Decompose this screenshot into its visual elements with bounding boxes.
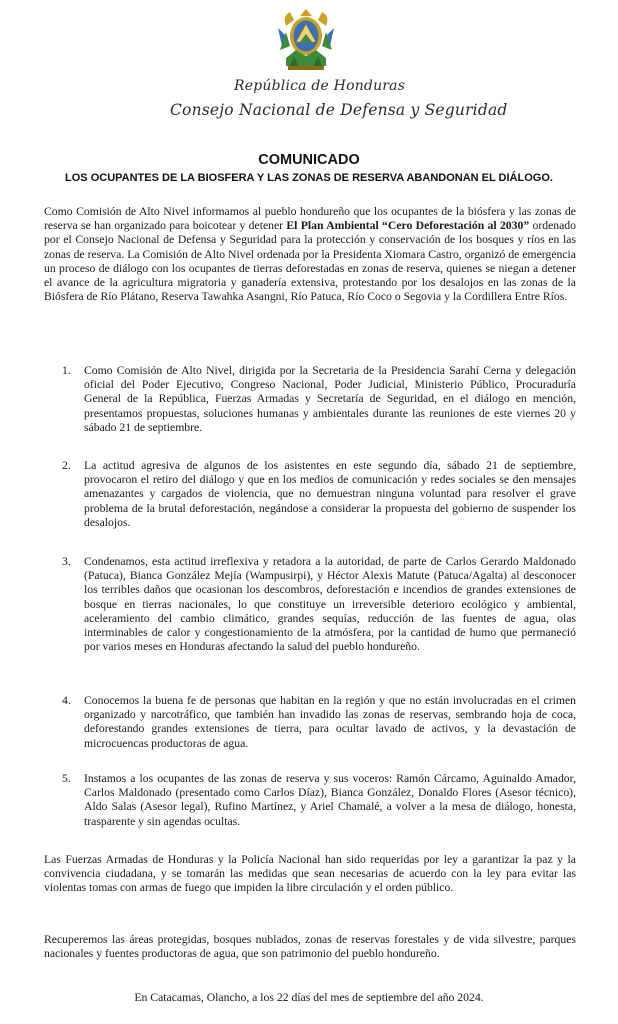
list-item	[62, 364, 576, 435]
header-council: Consejo Nacional de Defensa y Seguridad	[170, 101, 508, 119]
list-item-text: Conocemos la buena fe de personas que habitan en la región y que no están involucradas en el crimen organizado y narcotráfico, que también han invadido las zonas de reservas, sembrando hoja de coca, deforestando grandes extensiones de tierra, para ocultar lavado de activos, y la devastación de microcuencas productoras de agua.	[84, 694, 576, 750]
list-item-text: Como Comisión de Alto Nivel, dirigida por la Secretaria de la Presidencia Sarahí Cerna y delegación oficial del Poder Ejecutivo, Congreso Nacional, Poder Judicial, Ministerio Público, Procuraduría General de la República, Fuerzas Armadas y Secretaría de Seguridad, en el diálogo en mención, presentamos propuestas, soluciones humanas y ambientales durante las reuniones de este viernes 20 y sábado 21 de septiembre.	[84, 364, 576, 434]
intro-text-part2: ordenado por el Consejo Nacional de Defensa y Seguridad para la protección y conservación de los bosques y ríos en las zonas de reserva. La Comisión de Alto Nivel ordenada por la Presidenta Xiomara Castro, organizó de emergencia un proceso de diálogo con los ocupantes de tierras deforestadas en zonas de reserva, quienes se niegan a detener el avance de la agricultura migratoria y ganadería extensiva, protestando por los desalojos en las zonas de la Biósfera de Río Plátano, Reserva Tawahka Asangni, Río Patuca, Río Coco o Segovia y la Cordillera Entre Ríos.	[44, 219, 576, 304]
list-item-text: Instamos a los ocupantes de las zonas de reserva y sus voceros: Ramón Cárcamo, Aguinaldo Amador, Carlos Maldonado (presentado como Carlos Díaz), Bianca González, Donaldo Flores (Asesor técnico), Aldo Salas (Asesor legal), Rufino Martínez, y Ariel Chamalé, a volver a la mesa de diálogo, honesta, trasparente y sin agendas ocultas.	[84, 772, 576, 828]
numbered-list-item-4	[62, 694, 576, 751]
list-item-number: 3.	[62, 555, 71, 568]
recover-areas-paragraph: Recuperemos las áreas protegidas, bosques nublados, zonas de reservas forestales y de vida silvestre, parques nacionales y fuentes productoras de agua, que son patrimonio del pueblo hondureño.	[44, 933, 576, 961]
list-item	[62, 555, 576, 654]
intro-text-part1: Como Comisión de Alto Nivel informamos al pueblo hondureño que los ocupantes de la biósfera y las zonas de reserva se han organizado para boicotear y detener	[44, 205, 576, 233]
intro-paragraph	[44, 205, 576, 304]
list-item	[62, 772, 576, 829]
list-item-number: 1.	[62, 364, 71, 377]
numbered-list-item-2	[62, 459, 576, 530]
numbered-list-item-3	[62, 555, 576, 654]
numbered-list-item-5	[62, 772, 576, 829]
list-item-text: La actitud agresiva de algunos de los asistentes en este segundo día, sábado 21 de septiembre, provocaron el retiro del diálogo y que en los medios de comunicación y redes sociales se den mensajes amenazantes y cargados de violencia, que no demuestran ninguna voluntad para resolver el grave problema de la brutal deforestación, negándose a considerar la propuesta del gobierno de suspender los desalojos.	[84, 459, 576, 529]
intro-bold-plan: El Plan Ambiental “Cero Deforestación al 2030”	[286, 219, 530, 233]
list-item	[62, 694, 576, 751]
list-item-number: 4.	[62, 694, 71, 707]
closing-place-date: En Catacamas, Olancho, a los 22 días del mes de septiembre del año 2024.	[134, 991, 484, 1004]
document-title: COMUNICADO	[258, 152, 360, 168]
list-item	[62, 459, 576, 530]
list-item-number: 2.	[62, 459, 71, 472]
document-subtitle: LOS OCUPANTES DE LA BIOSFERA Y LAS ZONAS DE RESERVA ABANDONAN EL DIÁLOGO.	[65, 172, 553, 184]
header-country: República de Honduras	[234, 78, 406, 94]
list-item-number: 5.	[62, 772, 71, 785]
numbered-list-item-1	[62, 364, 576, 435]
list-item-text: Condenamos, esta actitud irreflexiva y retadora a la autoridad, de parte de Carlos Gerardo Maldonado (Patuca), Bianca González Mejía (Wampusirpi), y Héctor Alexis Matute (Patuca/Agalta) al desconocer los terribles daños que ocasionan los descombros, deforestación e incendios de grandes extensiones de bosque en tierras nacionales, lo que constituye un irreversible deterioro ecológico y ambiental, aceleramiento del cambio climático, grandes sequías, reducción de las fuentes de agua, olas interminables de calor y congestionamiento de la atmósfera, por la cantidad de humo que permaneció por varios meses en Honduras afectando la salud del pueblo hondureño.	[84, 555, 576, 654]
coat-of-arms-icon	[276, 6, 336, 74]
armed-forces-paragraph: Las Fuerzas Armadas de Honduras y la Policía Nacional han sido requeridas por ley a garantizar la paz y la convivencia ciudadana, y se tomarán las medidas que sean necesarias de acuerdo con la ley para evitar las violentas tomas con armas de fuego que impiden la libre circulación y el orden público.	[44, 853, 576, 895]
